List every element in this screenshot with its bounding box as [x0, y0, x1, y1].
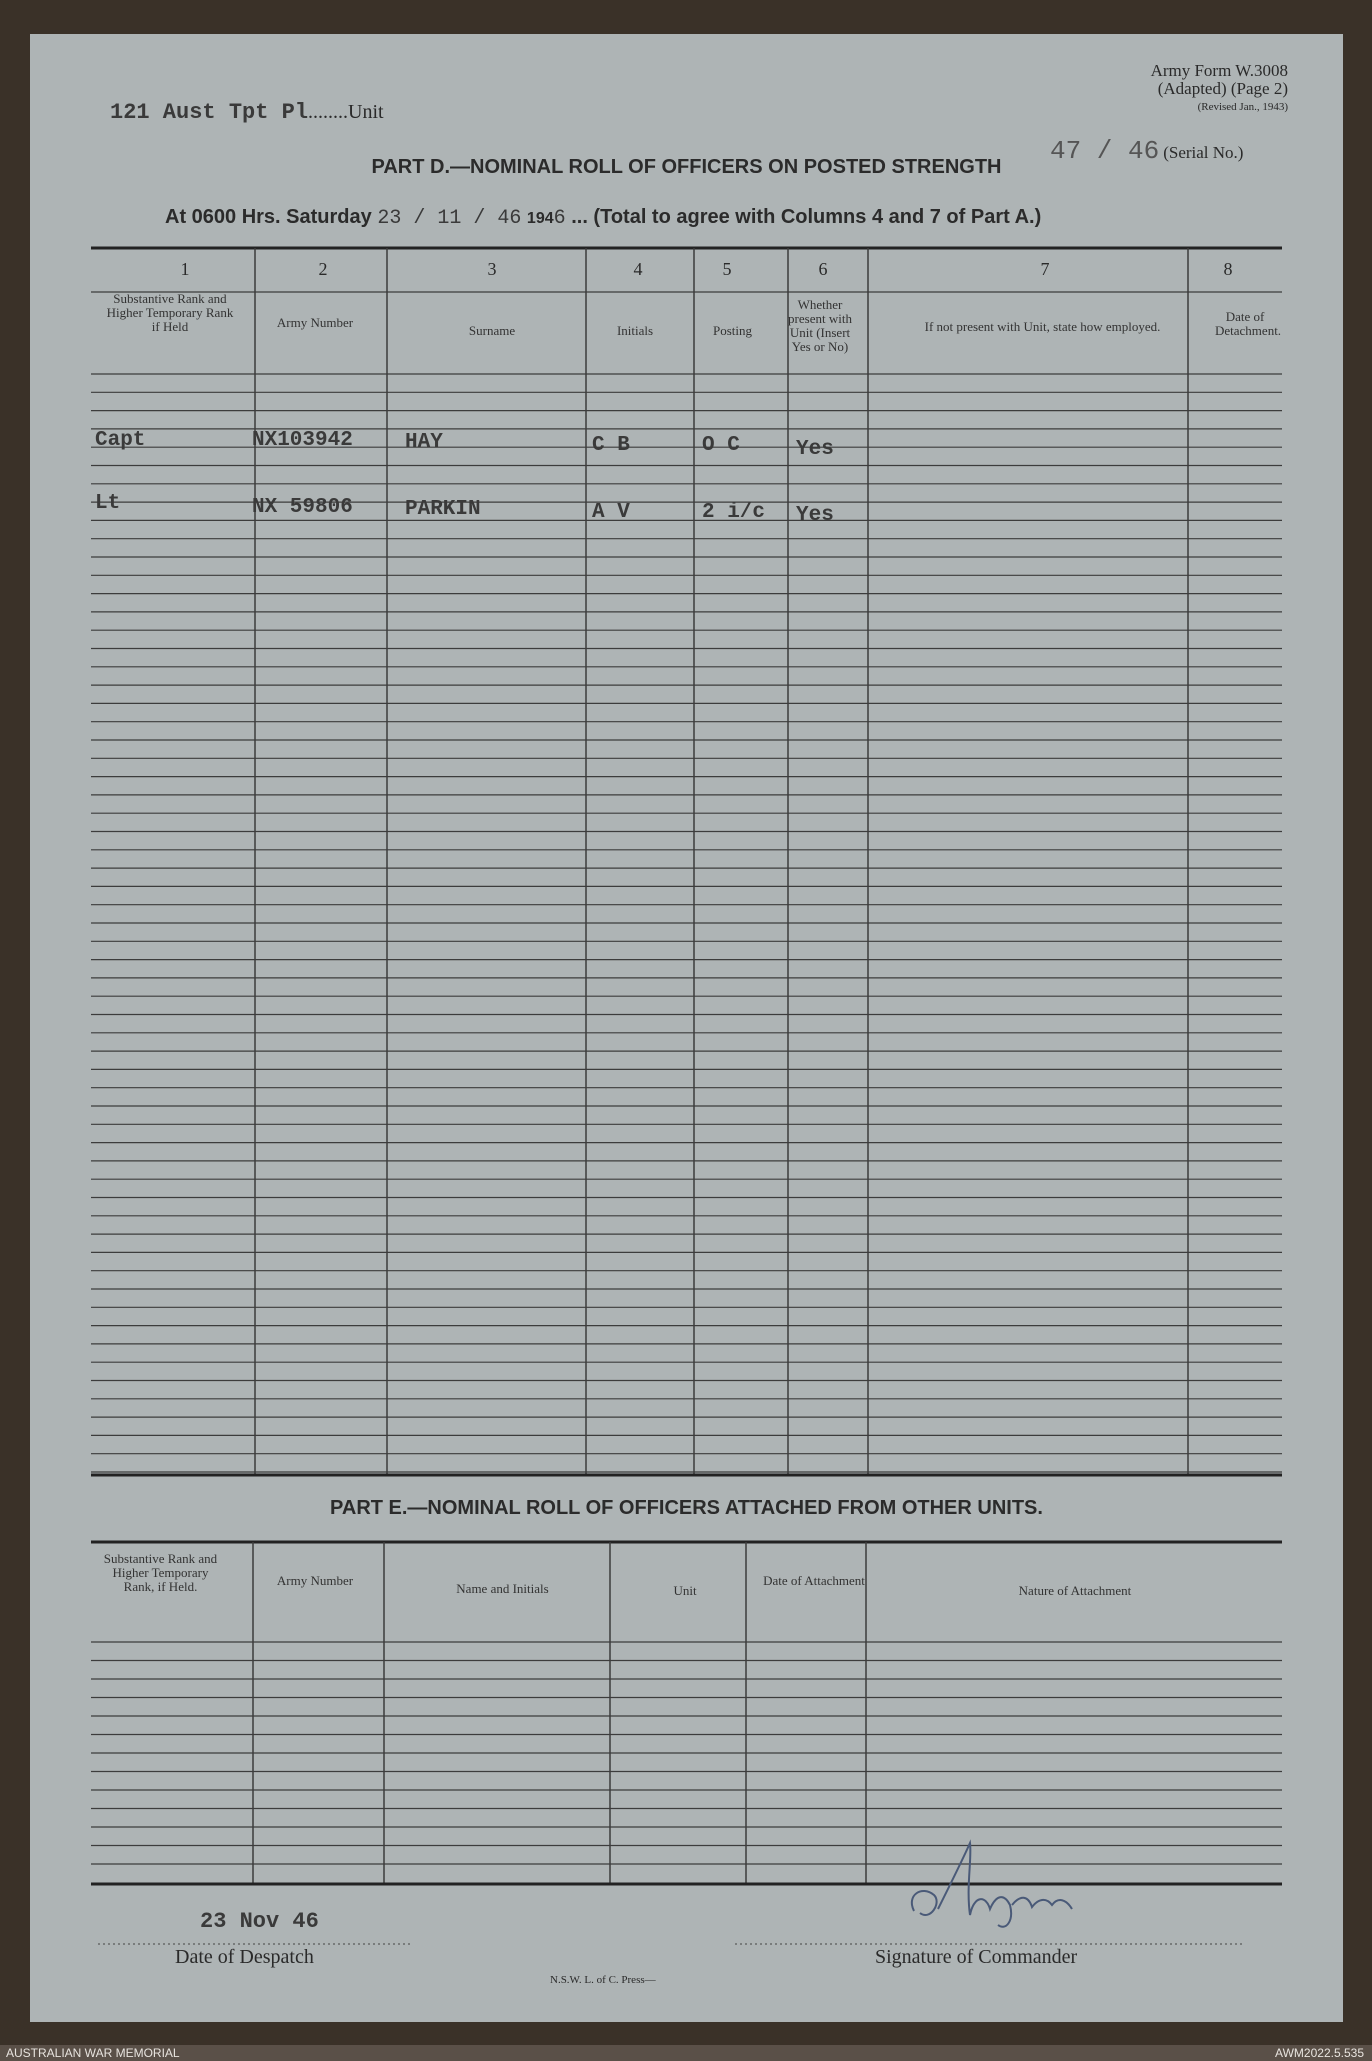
row-rank: Lt	[95, 492, 121, 515]
col-number-1: 1	[180, 259, 190, 279]
col-header-employment: If not present with Unit, state how employed.	[924, 319, 1161, 334]
archive-bar	[0, 2045, 1372, 2061]
serial-value: 47 / 46	[1050, 136, 1160, 166]
despatch-label: Date of Despatch	[175, 1946, 314, 1968]
col-header-rank: Substantive Rank and Higher Temporary Rank if Held	[106, 291, 234, 334]
row-army-number: NX103942	[252, 429, 353, 452]
col-header-initials: Initials	[616, 323, 654, 338]
press-imprint: N.S.W. L. of C. Press—	[550, 1974, 656, 1986]
col-header-detachment: Date of Detachment.	[1215, 309, 1282, 338]
unit-label: ........Unit	[308, 101, 384, 123]
col-number-4: 4	[633, 259, 643, 279]
row-surname: HAY	[405, 431, 443, 454]
col-number-3: 3	[487, 259, 497, 279]
row-present: Yes	[796, 504, 834, 527]
year-print: 194	[526, 210, 554, 227]
e-header-attachment-date: Date of Attachment	[763, 1573, 865, 1588]
archive-right: AWM2022.5.535	[1275, 2046, 1364, 2060]
col-number-7: 7	[1040, 259, 1050, 279]
e-header-nature: Nature of Attachment	[1018, 1583, 1132, 1598]
part-d-title: PART D.—NOMINAL ROLL OF OFFICERS ON POSTED STRENGTH	[371, 156, 1002, 178]
row-posting: 2 i/c	[702, 501, 766, 524]
row-initials: A V	[592, 501, 630, 524]
e-header-army-number: Army Number	[276, 1573, 354, 1588]
col-header-present: Whether present with Unit (Insert Yes or No)	[788, 297, 852, 354]
total-note: ... (Total to agree with Columns 4 and 7 of Part A.)	[571, 206, 1042, 228]
row-surname: PARKIN	[405, 498, 481, 521]
commander-signature	[900, 1829, 1140, 1939]
form-number: Army Form W.3008	[1150, 61, 1288, 80]
part-e-title: PART E.—NOMINAL ROLL OF OFFICERS ATTACHED FROM OTHER UNITS.	[330, 1497, 1043, 1519]
row-initials: C B	[592, 434, 630, 457]
col-number-2: 2	[318, 259, 328, 279]
col-number-6: 6	[818, 259, 828, 279]
col-header-surname: Surname	[468, 323, 516, 338]
form-revised: (Revised Jan., 1943)	[1197, 101, 1288, 113]
year-digit: 6	[553, 207, 566, 230]
col-header-posting: Posting	[712, 323, 752, 338]
despatch-date: 23 Nov 46	[200, 1909, 319, 1934]
date-value: 23 / 11 / 46	[377, 207, 522, 230]
form-adapted: (Adapted) (Page 2)	[1157, 79, 1288, 98]
row-rank: Capt	[95, 429, 146, 452]
time-prefix: At 0600 Hrs. Saturday	[165, 206, 372, 228]
form-page	[30, 34, 1343, 2022]
signature-label: Signature of Commander	[875, 1946, 1078, 1968]
e-header-unit: Unit	[673, 1583, 697, 1598]
e-header-name: Name and Initials	[456, 1581, 549, 1596]
col-number-8: 8	[1223, 259, 1233, 279]
e-header-rank: Substantive Rank and Higher Temporary Rank, if Held.	[103, 1551, 218, 1594]
row-present: Yes	[796, 438, 834, 461]
col-number-5: 5	[722, 259, 732, 279]
col-header-army-number: Army Number	[276, 315, 354, 330]
serial-label: (Serial No.)	[1163, 143, 1244, 162]
archive-left: AUSTRALIAN WAR MEMORIAL	[6, 2046, 180, 2060]
row-posting: O C	[702, 434, 740, 457]
unit-value: 121 Aust Tpt Pl	[110, 100, 309, 125]
row-army-number: NX 59806	[252, 496, 353, 519]
